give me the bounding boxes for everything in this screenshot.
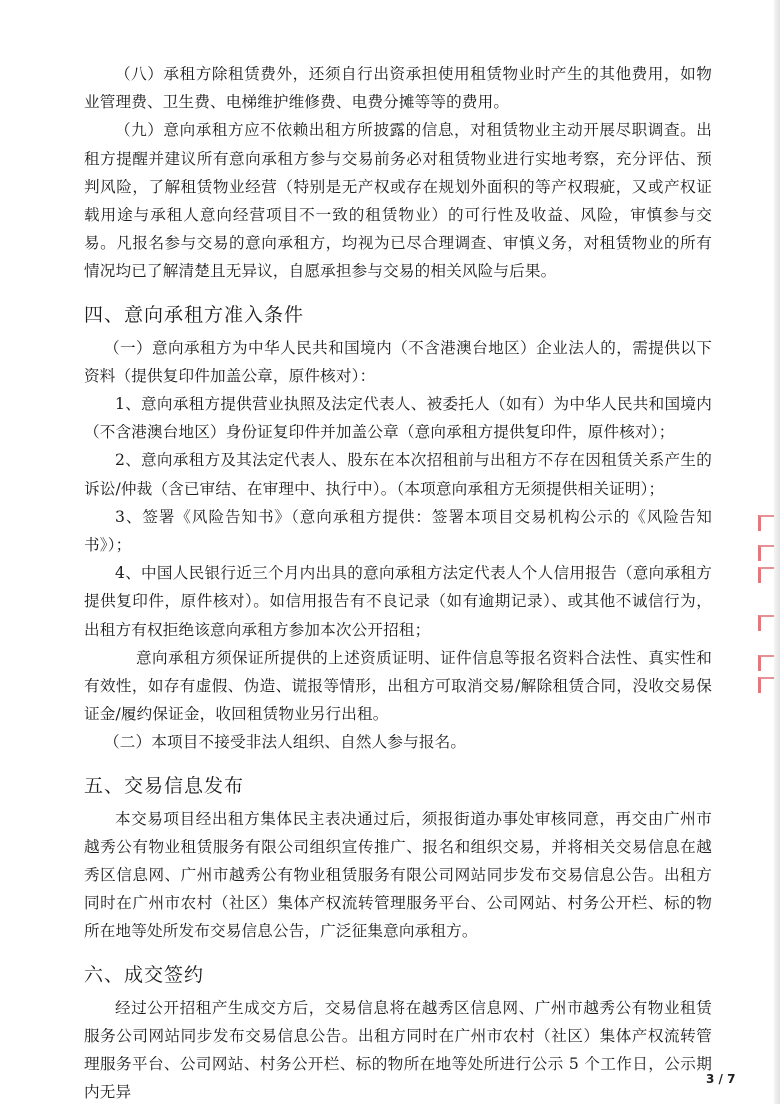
requirement-item-4: 4、中国人民银行近三个月内出具的意向承租方法定代表人个人信用报告（意向承租方提供复印件，原件核对）。如信用报告有不良记录（如有逾期记录）、或其他不诚信行为，出租方有权拒绝该意向承租方参加本次公开招租；	[84, 564, 712, 639]
requirement-item-3: 3、签署《风险告知书》（意向承租方提供：签署本项目交易机构公示的《风险告知书》）；	[84, 507, 712, 555]
requirement-item-2: 2、意向承租方及其法定代表人、股东在本次招租前与出租方不存在因租赁关系产生的诉讼/仲裁（含已审结、在审理中、执行中）。（本项意向承租方无须提供相关证明）；	[84, 451, 712, 498]
requirement-item-1: 1、意向承租方提供营业执照及法定代表人、被委托人（如有）为中华人民共和国境内（不含港澳台地区）身份证复印件并加盖公章（意向承租方提供复印件，原件核对）；	[84, 395, 712, 442]
section-4-clause-1: （一）意向承租方为中华人民共和国境内（不含港澳台地区）企业法人的，需提供以下资料（提供复印件加盖公章，原件核对）：	[84, 338, 712, 385]
section-4-clause-2: （二）本项目不接受非法人组织、自然人参与报名。	[104, 733, 467, 752]
page-content	[84, 60, 712, 1107]
section-4-heading: 四、意向承租方准入条件	[84, 303, 305, 326]
section-5-heading: 五、交易信息发布	[84, 774, 245, 797]
clause-8: （八）承租方除租赁费外，还须自行出资承担使用租赁物业时产生的其他费用，如物业管理费、卫生费、电梯维护维修费、电费分摊等等的费用。	[84, 65, 712, 112]
section-5-body: 本交易项目经出租方集体民主表决通过后，须报街道办事处审核同意，再交由广州市越秀公有物业租赁服务有限公司组织宣传推广、报名和组织交易，并将相关交易信息在越秀区信息网、广州市越秀公有物业租赁服务有限公司网站同步发布交易信息公告。出租方同时在广州市农村（社区）集体产权流转管理服务平台、公司网站、村务公开栏、标的物所在地等处所发布交易信息公告，广泛征集意向承租方。	[84, 809, 712, 941]
requirement-note: 意向承租方须保证所提供的上述资质证明、证件信息等报名资料合法性、真实性和有效性，如存有虚假、伪造、谎报等情形，出租方可取消交易/解除租赁合同，没收交易保证金/履约保证金，收回租赁物业另行出租。	[84, 648, 712, 724]
section-6-heading: 六、成交签约	[84, 963, 205, 986]
page-number: 3 / 7	[706, 1072, 736, 1086]
section-6-body: 经过公开招租产生成交方后，交易信息将在越秀区信息网、广州市越秀公有物业租赁服务公司网站同步发布交易信息公告。出租方同时在广州市农村（社区）集体产权流转管理服务平台、公司网站、村务公开栏、标的物所在地等处所进行公示 5 个工作日，公示期内无异	[84, 998, 712, 1102]
page-edge-shadow	[774, 0, 780, 1104]
clause-9: （九）意向承租方应不依赖出租方所披露的信息，对租赁物业主动开展尽职调查。出租方提醒并建议所有意向承租方参与交易前务必对租赁物业进行实地考察，充分评估、预判风险，了解租赁物业经营（特别是无产权或存在规划外面积的等产权瑕疵，又或产权证载用途与承租人意向经营项目不一致的租赁物业）的可行性及收益、风险，审慎参与交易。凡报名参与交易的意向承租方，均视为已尽合理调查、审慎义务，对租赁物业的所有情况均已了解清楚且无异议，自愿承担参与交易的相关风险与后果。	[84, 121, 712, 281]
